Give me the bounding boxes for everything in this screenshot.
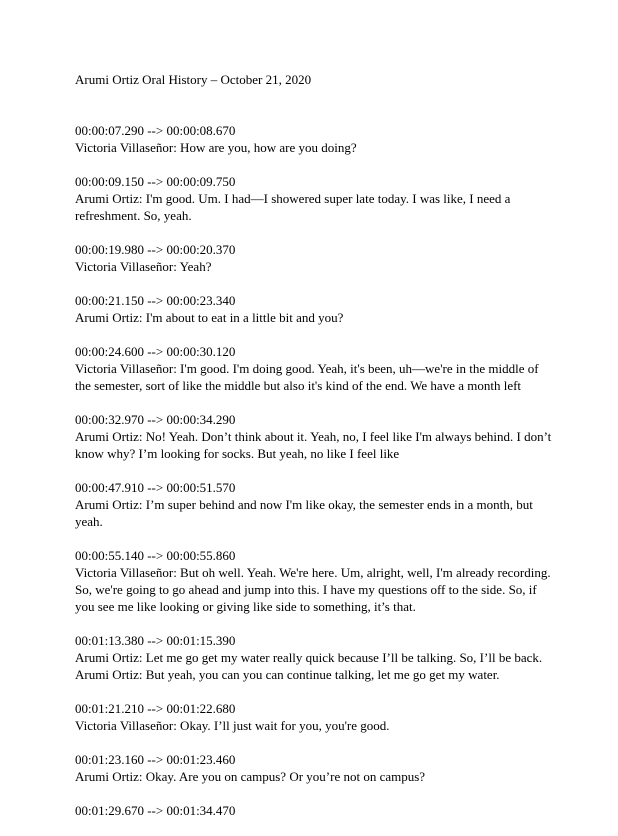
- timestamp: 00:00:21.150 --> 00:00:23.340: [75, 293, 236, 308]
- transcript-entry: [75, 479, 555, 530]
- transcript-entry: [75, 292, 555, 326]
- utterance: Arumi Ortiz: No! Yeah. Don’t think about it. Yeah, no, I feel like I'm always behind. I don’t know why? I’m looking for socks. But yeah, no like I feel like: [75, 429, 552, 461]
- transcript-entry: [75, 802, 555, 819]
- utterance: Victoria Villaseñor: Yeah?: [75, 259, 212, 274]
- utterance: Arumi Ortiz: Okay. Are you on campus? Or you’re not on campus?: [75, 769, 426, 784]
- timestamp: 00:01:13.380 --> 00:01:15.390: [75, 633, 236, 648]
- transcript-entry: [75, 411, 555, 462]
- transcript-entry: [75, 700, 555, 734]
- utterance: Victoria Villaseñor: I'm good. I'm doing good. Yeah, it's been, uh—we're in the middle of the semester, sort of like the middle but also it's kind of the end. We have a month left: [75, 361, 539, 393]
- timestamp: 00:00:55.140 --> 00:00:55.860: [75, 548, 236, 563]
- transcript-entry: [75, 173, 555, 224]
- timestamp: 00:01:23.160 --> 00:01:23.460: [75, 752, 236, 767]
- timestamp: 00:00:07.290 --> 00:00:08.670: [75, 123, 236, 138]
- timestamp: 00:00:47.910 --> 00:00:51.570: [75, 480, 236, 495]
- transcript-entry: [75, 241, 555, 275]
- utterance: Victoria Villaseñor: How are you, how are you doing?: [75, 140, 357, 155]
- utterance: Arumi Ortiz: I’m super behind and now I'm like okay, the semester ends in a month, but yeah.: [75, 497, 533, 529]
- transcript-entry: [75, 547, 555, 615]
- utterance: Arumi Ortiz: I'm good. Um. I had—I showered super late today. I was like, I need a refreshment. So, yeah.: [75, 191, 511, 223]
- transcript-entry: [75, 122, 555, 156]
- utterance: Arumi Ortiz: I'm about to eat in a little bit and you?: [75, 310, 344, 325]
- timestamp: 00:00:32.970 --> 00:00:34.290: [75, 412, 236, 427]
- utterance: Victoria Villaseñor: Okay. I’ll just wait for you, you're good.: [75, 718, 390, 733]
- timestamp: 00:00:09.150 --> 00:00:09.750: [75, 174, 236, 189]
- document-title: Arumi Ortiz Oral History – October 21, 2020: [75, 72, 312, 87]
- transcript-entry: [75, 751, 555, 785]
- timestamp: 00:01:29.670 --> 00:01:34.470: [75, 803, 236, 818]
- timestamp: 00:00:24.600 --> 00:00:30.120: [75, 344, 236, 359]
- timestamp: 00:01:21.210 --> 00:01:22.680: [75, 701, 236, 716]
- timestamp: 00:00:19.980 --> 00:00:20.370: [75, 242, 236, 257]
- transcript-entry: [75, 632, 555, 683]
- transcript-entry: [75, 343, 555, 394]
- transcript-entries: [75, 122, 555, 836]
- utterance: Victoria Villaseñor: But oh well. Yeah. We're here. Um, alright, well, I'm already recording. So, we're going to go ahead and jump into this. I have my questions off to the side. So, if you see me like looking or giving like side to something, it’s that.: [75, 565, 551, 614]
- utterance: Arumi Ortiz: Let me go get my water really quick because I’ll be talking. So, I’ll be back. Arumi Ortiz: But yeah, you can you can continue talking, let me go get my water.: [75, 650, 543, 682]
